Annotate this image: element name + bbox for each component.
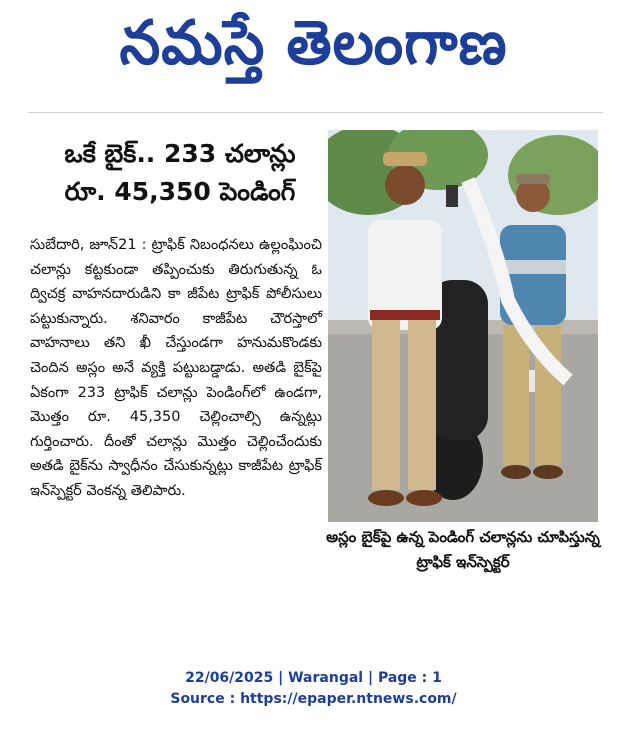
article-body: సుబేదారి, జూన్21 : ట్రాఫిక్ నిబంధనలు ఉల్లంఘించి చలాన్లు కట్టకుండా తప్పించుకు తిరుగుతున్న ఓ ద్విచక్ర వాహనదారుడిని కా జీపేట ట్రాఫిక్ పోలీసులు పట్టుకున్నారు. శనివారం కాజీపేట చౌరస్తాలో వాహనాలు తని ఖీ చేస్తుండగా హనుమకొండకు చెందిన అస్లం అనే వ్యక్తి పట్టుబడ్డాడు. అతడి బైక్‌పై ఏకంగా 233 ట్రాఫిక్ చలాన్లు పెండింగ్‌లో ఉండగా, మొత్తం రూ. 45,350 చెల్లించాల్సి ఉన్నట్లు గుర్తించారు. దీంతో చలాన్లు మొత్తం చెల్లించేందుకు అతడి బైక్‌ను స్వాధీనం చేసుకున్నట్లు కాజీపేట ట్రాఫిక్ ఇన్‌స్పెక్టర్ వెంకన్న తెలిపారు. <box>30 237 322 499</box>
masthead-divider <box>28 112 603 113</box>
headline-line-1: ఒకే బైక్.. 233 చలాన్లు <box>64 139 296 168</box>
photo-illustration <box>328 130 598 522</box>
article-photo <box>328 130 598 522</box>
photo-caption: అస్లం బైక్‌పై ఉన్న పెండింగ్ చలాన్లను చూపిస్తున్న ట్రాఫిక్ ఇన్‌స్పెక్టర్ <box>326 528 600 571</box>
headline-line-2: రూ. 45,350 పెండింగ్ <box>64 177 296 206</box>
edition-info: 22/06/2025 | Warangal | Page : 1 <box>185 670 442 686</box>
source-footer <box>0 668 627 710</box>
newspaper-logo: నమస్తే తెలంగాణ <box>119 6 508 78</box>
masthead <box>0 0 627 100</box>
article-headline <box>30 135 330 211</box>
source-url: Source : https://epaper.ntnews.com/ <box>170 691 457 707</box>
news-article <box>30 125 610 605</box>
